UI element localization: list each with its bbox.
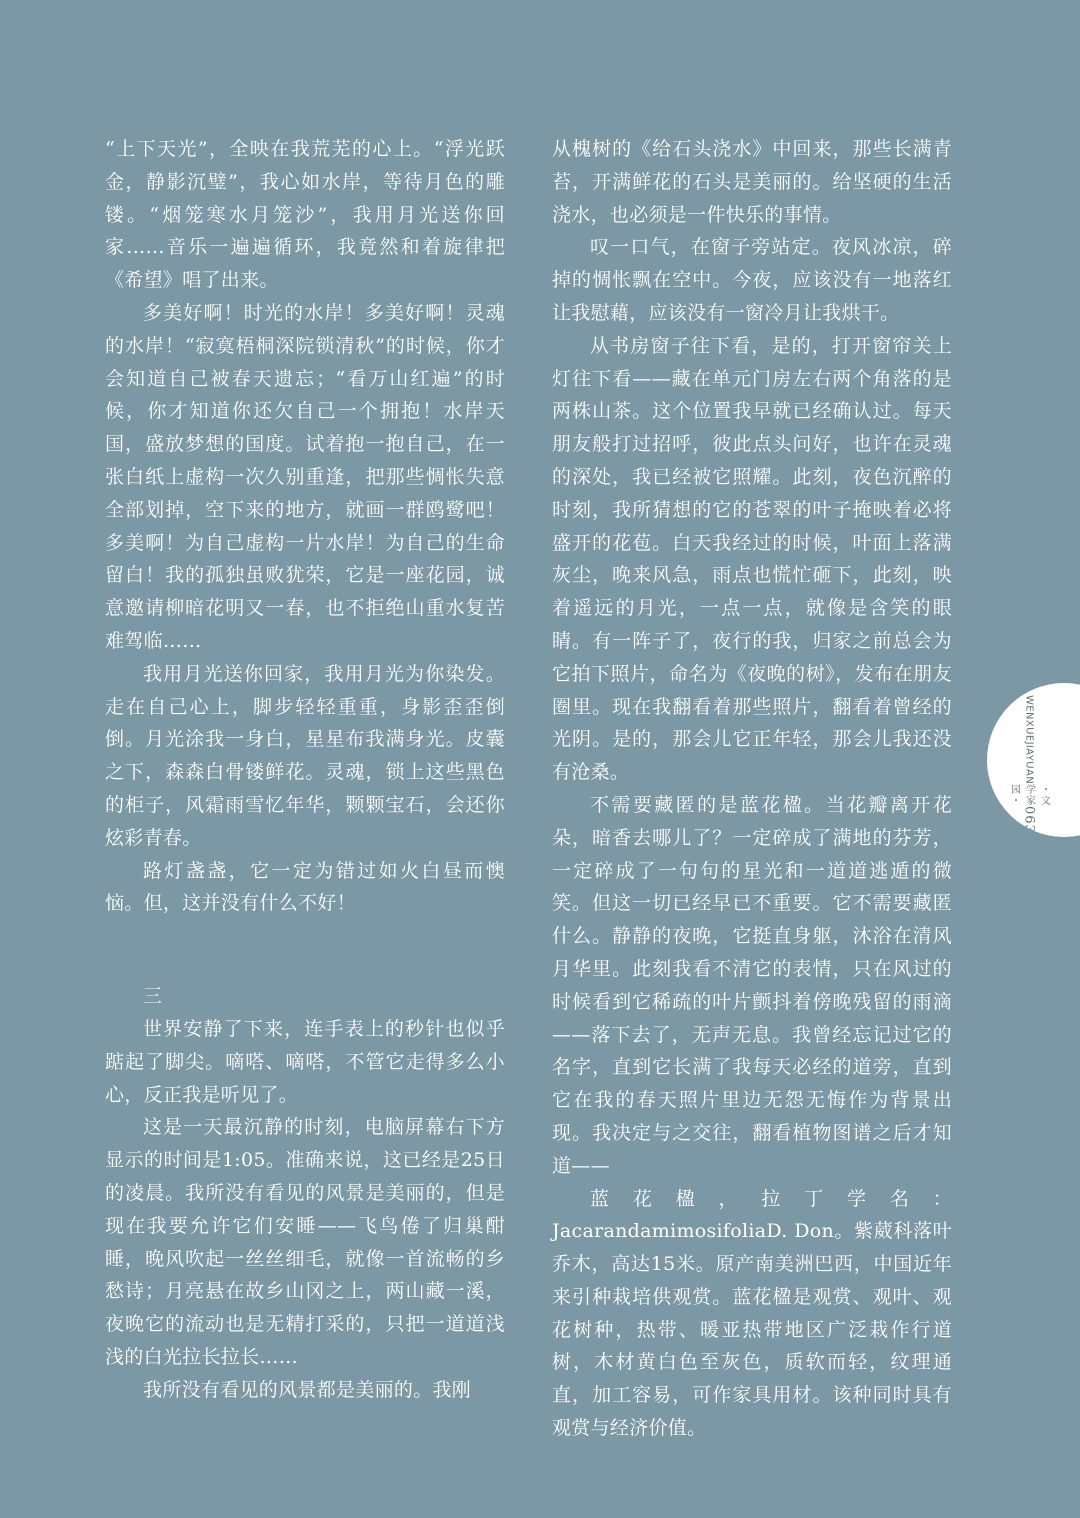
section-heading: 三 bbox=[143, 985, 163, 1008]
paragraph: 这是一天最沉静的时刻，电脑屏幕右下方显示的时间是1:05。准确来说，这已经是25日的凌晨。我所没有看见的风景是美丽的，但是现在我要允许它们安睡——飞鸟倦了归巢酣睡，晚风吹起一丝丝细毛，就像一首流畅的乡愁诗；月亮悬在故乡山冈之上，两山藏一溪，夜晚它的流动也是无精打采的，只把一道道浅浅的白光拉长拉长…… bbox=[105, 1116, 505, 1368]
paragraph: 不需要藏匿的是蓝花楹。当花瓣离开花朵，暗香去哪儿了？一定碎成了满地的芬芳，一定碎成了一句句的星光和一道道逃遁的微笑。但这一切已经早已不重要。它不需要藏匿什么。静静的夜晚，它挺直身躯，沐浴在清风月华里。此刻我看不清它的表情，只在风过的时候看到它稀疏的叶片颤抖着傍晚残留的雨滴——落下去了，无声无息。我曾经忘记过它的名字，直到它长满了我每天必经的道旁，直到它在我的春天照片里边无怨无悔作为背景出现。我决定与之交往，翻看植物图谱之后才知道—— bbox=[552, 793, 952, 1177]
paragraph: “上下天光”，全映在我荒芜的心上。“浮光跃金，静影沉璧”，我心如水岸，等待月色的雕镂。“烟笼寒水月笼沙”，我用月光送你回家……音乐一遍遍循环，我竟然和着旋律把《希望》唱了出来。 bbox=[105, 138, 505, 292]
paragraph: 从槐树的《给石头浇水》中回来，那些长满青苔，开满鲜花的石头是美丽的。给坚硬的生活浇水，也必须是一件快乐的事情。 bbox=[552, 138, 952, 226]
paragraph: 世界安静了下来，连手表上的秒针也似乎踮起了脚尖。嘀嗒、嘀嗒，不管它走得多么小心，反正我是听见了。 bbox=[105, 1017, 505, 1106]
paragraph: 我用月光送你回家，我用月光为你染发。走在自己心上，脚步轻轻重重，身影歪歪倒倒。月光涂我一身白，星星布我满身光。皮囊之下，森森白骨镂鲜花。灵魂，锁上这些黑色的柜子，风霜雨雪忆年华，颗颗宝石，会还你炫彩青春。 bbox=[105, 662, 505, 849]
paragraph: 从书房窗子往下看，是的，打开窗帘关上灯往下看——藏在单元门房左右两个角落的是两株山茶。这个位置我早就已经确认过。每天朋友般打过招呼，彼此点头问好，也许在灵魂的深处，我已经被它照耀。此刻，夜色沉醉的时刻，我所猜想的它的苍翠的叶子掩映着必将盛开的花苞。白天我经过的时候，叶面上落满灰尘，晚来风急，雨点也慌忙砸下，此刻，映着遥远的月光，一点一点，就像是含笑的眼睛。有一阵子了，夜行的我，归家之前总会为它拍下照片，命名为《夜晚的树》，发布在朋友圈里。现在我翻看着那些照片，翻看着曾经的光阴。是的，那会儿它正年轻，那会儿我还没有沧桑。 bbox=[552, 334, 952, 784]
paragraph: 路灯盏盏，它一定为错过如火白昼而懊恼。但，这并没有什么不好！ bbox=[105, 859, 505, 915]
badge-text bbox=[1008, 695, 1050, 834]
paragraph: 叹一口气，在窗子旁站定。夜风冰凉，碎掉的惆怅飘在空中。今夜，应该没有一地落红让我慰藉，应该没有一窗冷月让我烘干。 bbox=[552, 236, 952, 324]
section-name: ・文学家园・ bbox=[1008, 784, 1050, 807]
paragraph: 我所没有看见的风景都是美丽的。我刚 bbox=[143, 1378, 472, 1401]
page-number: 063 bbox=[1021, 806, 1037, 834]
right-column bbox=[552, 133, 952, 1445]
page-badge bbox=[987, 683, 1080, 837]
left-column bbox=[105, 133, 505, 1406]
section-name-pinyin: WENXUEJIAYUAN bbox=[1023, 695, 1035, 785]
paragraph: 蓝花楹，拉丁学名：JacarandamimosifoliaD. Don。紫葳科落叶乔木，高达15米。原产南美洲巴西，中国近年来引种栽培供观赏。蓝花楹是观赏、观叶、观花树种，热带、暖亚热带地区广泛栽作行道树，木材黄白色至灰色，质软而轻，纹理通直，加工容易，可作家具用材。该种同时具有观赏与经济价值。 bbox=[552, 1187, 952, 1440]
paragraph: 多美好啊！时光的水岸！多美好啊！灵魂的水岸！“寂寞梧桐深院锁清秋”的时候，你才会知道自己被春天遗忘；“看万山红遍”的时候，你才知道你还欠自己一个拥抱！水岸天国，盛放梦想的国度。试着抱一抱自己，在一张白纸上虚构一次久别重逢，把那些惆怅失意全部划掉，空下来的地方，就画一群鸥鹭吧！多美啊！为自己虚构一片水岸！为自己的生命留白！我的孤独虽败犹荣，它是一座花园，诚意邀请柳暗花明又一春，也不拒绝山重水复苦难驾临…… bbox=[105, 301, 505, 652]
